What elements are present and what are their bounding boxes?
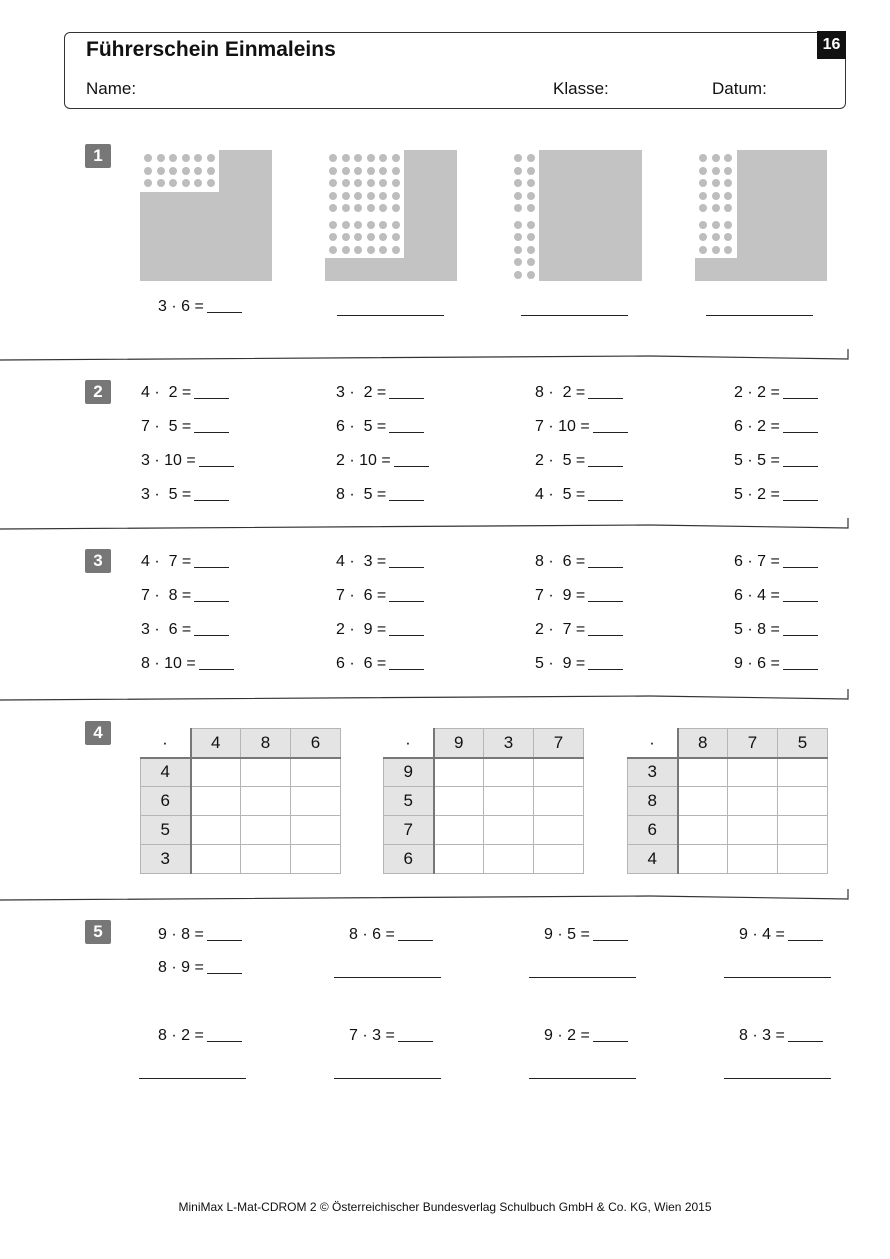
- equation: 3 · 5 =: [141, 486, 229, 504]
- answer-blank[interactable]: [588, 587, 623, 602]
- answer-cell[interactable]: [728, 845, 778, 874]
- equation: 3 · 10 =: [141, 452, 234, 470]
- row-header: 5: [141, 816, 191, 845]
- answer-blank[interactable]: [783, 452, 818, 467]
- answer-blank[interactable]: [389, 384, 424, 399]
- dot: [367, 179, 375, 187]
- dot: [514, 246, 522, 254]
- dot: [182, 167, 190, 175]
- class-label: Klasse:: [553, 79, 609, 98]
- answer-blank[interactable]: [389, 553, 424, 568]
- dot: [379, 179, 387, 187]
- equation: 6 · 2 =: [734, 418, 818, 436]
- answer-cell[interactable]: [191, 845, 241, 874]
- answer-blank[interactable]: [194, 418, 229, 433]
- answer-line[interactable]: [139, 1078, 246, 1079]
- dot: [194, 179, 202, 187]
- equation: 5 · 8 =: [734, 621, 818, 639]
- answer-blank[interactable]: [389, 587, 424, 602]
- answer-cell[interactable]: [534, 758, 584, 787]
- equation: 2 · 2 =: [734, 384, 818, 402]
- answer-line[interactable]: [529, 977, 636, 978]
- row-header: 6: [384, 845, 434, 874]
- column-header: 9: [434, 729, 484, 758]
- dot: [699, 246, 707, 254]
- dot: [354, 221, 362, 229]
- answer-cell[interactable]: [728, 787, 778, 816]
- answer-blank[interactable]: [194, 621, 229, 636]
- answer-cell[interactable]: [484, 758, 534, 787]
- equation: 4 · 5 =: [535, 486, 623, 504]
- dot: [144, 154, 152, 162]
- answer-blank[interactable]: [389, 486, 424, 501]
- section-badge-3: 3: [85, 549, 111, 573]
- answer-cell[interactable]: [728, 758, 778, 787]
- dot: [527, 246, 535, 254]
- section-badge-5: 5: [85, 920, 111, 944]
- answer-blank[interactable]: [389, 621, 424, 636]
- equation: 9 · 8 =: [158, 926, 242, 944]
- answer-blank[interactable]: [389, 655, 424, 670]
- dot-panel: [510, 150, 539, 283]
- answer-cell[interactable]: [678, 787, 728, 816]
- equation: 7 · 3 =: [349, 1027, 433, 1045]
- dot: [379, 192, 387, 200]
- dot: [712, 179, 720, 187]
- answer-line[interactable]: [724, 1078, 831, 1079]
- dot-panel: [325, 150, 404, 258]
- dot: [367, 204, 375, 212]
- answer-cell[interactable]: [678, 758, 728, 787]
- dot: [699, 204, 707, 212]
- answer-cell[interactable]: [434, 758, 484, 787]
- column-header: 8: [678, 729, 728, 758]
- dot: [354, 204, 362, 212]
- equation: 8 · 5 =: [336, 486, 424, 504]
- equation: 5 · 5 =: [734, 452, 818, 470]
- answer-cell[interactable]: [291, 758, 341, 787]
- equation: 7 · 9 =: [535, 587, 623, 605]
- answer-cell[interactable]: [484, 787, 534, 816]
- dot: [329, 246, 337, 254]
- equation: 6 · 5 =: [336, 418, 424, 436]
- dot: [194, 154, 202, 162]
- section-badge-2: 2: [85, 380, 111, 404]
- dot: [342, 221, 350, 229]
- equation: 8 · 2 =: [158, 1027, 242, 1045]
- answer-blank[interactable]: [194, 587, 229, 602]
- equation: 9 · 5 =: [544, 926, 628, 944]
- dot: [329, 204, 337, 212]
- dot: [527, 179, 535, 187]
- date-label: Datum:: [712, 79, 767, 98]
- operator-cell: ·: [628, 729, 678, 758]
- row-header: 9: [384, 758, 434, 787]
- dot: [354, 154, 362, 162]
- dot: [379, 154, 387, 162]
- answer-cell[interactable]: [534, 816, 584, 845]
- dot-panel: [140, 150, 219, 192]
- answer-blank[interactable]: [783, 553, 818, 568]
- dot: [169, 167, 177, 175]
- dot: [169, 179, 177, 187]
- equation: 5 · 2 =: [734, 486, 818, 504]
- answer-cell[interactable]: [191, 787, 241, 816]
- equation: 2 · 7 =: [535, 621, 623, 639]
- equation: 4 · 3 =: [336, 553, 424, 571]
- dot: [329, 233, 337, 241]
- dot: [342, 192, 350, 200]
- footer-copyright: MiniMax L-Mat-CDROM 2 © Österreichischer Bundesverlag Schulbuch GmbH & Co. KG, Wien 2015: [178, 1200, 712, 1214]
- answer-cell[interactable]: [484, 845, 534, 874]
- equation: 2 · 10 =: [336, 452, 429, 470]
- answer-blank[interactable]: [783, 587, 818, 602]
- equation: 5 · 9 =: [535, 655, 623, 673]
- dot: [392, 204, 400, 212]
- dot: [207, 167, 215, 175]
- equation: 8 · 2 =: [535, 384, 623, 402]
- answer-blank[interactable]: [199, 655, 234, 670]
- dot: [712, 167, 720, 175]
- dot: [354, 246, 362, 254]
- dot: [527, 233, 535, 241]
- dot: [392, 179, 400, 187]
- section-badge-4: 4: [85, 721, 111, 745]
- operator-cell: ·: [384, 729, 434, 758]
- dot: [194, 167, 202, 175]
- dot: [712, 192, 720, 200]
- equation: 9 · 6 =: [734, 655, 818, 673]
- dot: [182, 179, 190, 187]
- answer-blank[interactable]: [783, 621, 818, 636]
- equation: 2 · 9 =: [336, 621, 424, 639]
- dot-array: [695, 150, 827, 281]
- equation: 7 · 10 =: [535, 418, 628, 436]
- answer-cell[interactable]: [534, 845, 584, 874]
- dot: [699, 167, 707, 175]
- answer-cell[interactable]: [241, 845, 291, 874]
- dot-panel: [695, 150, 737, 258]
- equation: 6 · 4 =: [734, 587, 818, 605]
- equation: 6 · 6 =: [336, 655, 424, 673]
- dot: [527, 154, 535, 162]
- dot: [392, 246, 400, 254]
- dot: [724, 246, 732, 254]
- dot: [699, 192, 707, 200]
- answer-line[interactable]: [334, 1078, 441, 1079]
- dot: [367, 246, 375, 254]
- dot: [724, 192, 732, 200]
- dot: [392, 221, 400, 229]
- dot: [514, 233, 522, 241]
- answer-blank[interactable]: [588, 655, 623, 670]
- row-header: 3: [141, 845, 191, 874]
- dot: [527, 258, 535, 266]
- dot: [379, 221, 387, 229]
- page-title: Führerschein Einmaleins: [86, 38, 336, 61]
- dot: [514, 204, 522, 212]
- answer-blank[interactable]: [194, 384, 229, 399]
- answer-line[interactable]: [521, 315, 628, 316]
- row-header: 6: [628, 816, 678, 845]
- dot: [342, 204, 350, 212]
- answer-line[interactable]: [529, 1078, 636, 1079]
- equation: 7 · 6 =: [336, 587, 424, 605]
- answer-blank[interactable]: [394, 452, 429, 467]
- section-divider: [0, 688, 852, 702]
- dot: [514, 271, 522, 279]
- answer-cell[interactable]: [291, 816, 341, 845]
- answer-blank[interactable]: [194, 553, 229, 568]
- dot: [699, 154, 707, 162]
- row-header: 5: [384, 787, 434, 816]
- dot-array: [140, 150, 272, 281]
- dot: [724, 221, 732, 229]
- dot: [342, 179, 350, 187]
- dot: [157, 179, 165, 187]
- dot: [527, 221, 535, 229]
- dot: [514, 167, 522, 175]
- equation: 9 · 4 =: [739, 926, 823, 944]
- dot: [157, 154, 165, 162]
- answer-cell[interactable]: [241, 816, 291, 845]
- dot: [392, 192, 400, 200]
- dot: [207, 154, 215, 162]
- equation: 3 · 2 =: [336, 384, 424, 402]
- dot: [342, 154, 350, 162]
- section-divider: [0, 888, 852, 902]
- answer-blank[interactable]: [199, 452, 234, 467]
- dot: [699, 233, 707, 241]
- equation: 9 · 2 =: [544, 1027, 628, 1045]
- dot-array: [325, 150, 457, 281]
- equation: 8 · 6 =: [349, 926, 433, 944]
- dot: [392, 233, 400, 241]
- equation: 4 · 7 =: [141, 553, 229, 571]
- answer-cell[interactable]: [678, 845, 728, 874]
- dot: [514, 192, 522, 200]
- column-header: 7: [728, 729, 778, 758]
- answer-cell[interactable]: [778, 758, 828, 787]
- answer-cell[interactable]: [534, 787, 584, 816]
- dot: [367, 221, 375, 229]
- row-header: 4: [141, 758, 191, 787]
- dot: [699, 179, 707, 187]
- column-header: 5: [778, 729, 828, 758]
- answer-blank[interactable]: [783, 655, 818, 670]
- row-header: 4: [628, 845, 678, 874]
- answer-blank[interactable]: [783, 418, 818, 433]
- dot: [712, 233, 720, 241]
- dot: [379, 246, 387, 254]
- dot: [392, 154, 400, 162]
- answer-blank[interactable]: [588, 384, 623, 399]
- dot: [169, 154, 177, 162]
- dot: [329, 221, 337, 229]
- dot: [712, 221, 720, 229]
- column-header: 6: [291, 729, 341, 758]
- answer-cell[interactable]: [241, 758, 291, 787]
- dot: [712, 246, 720, 254]
- name-label: Name:: [86, 79, 137, 98]
- dot: [392, 167, 400, 175]
- equation: 3 · 6 =: [158, 298, 242, 316]
- equation: 8 · 3 =: [739, 1027, 823, 1045]
- dot: [514, 258, 522, 266]
- answer-line[interactable]: [724, 977, 831, 978]
- section-divider: [0, 517, 852, 531]
- column-header: 8: [241, 729, 291, 758]
- dot: [329, 192, 337, 200]
- page-number-badge: 16: [817, 31, 846, 59]
- answer-cell[interactable]: [191, 758, 241, 787]
- dot: [367, 192, 375, 200]
- dot: [354, 192, 362, 200]
- dot: [367, 167, 375, 175]
- dot: [367, 154, 375, 162]
- section-badge-1: 1: [85, 144, 111, 168]
- answer-cell[interactable]: [241, 787, 291, 816]
- dot: [514, 221, 522, 229]
- dot: [182, 154, 190, 162]
- column-header: 7: [534, 729, 584, 758]
- answer-blank[interactable]: [588, 553, 623, 568]
- dot: [342, 233, 350, 241]
- answer-cell[interactable]: [778, 845, 828, 874]
- dot: [514, 179, 522, 187]
- answer-cell[interactable]: [484, 816, 534, 845]
- dot: [379, 233, 387, 241]
- dot: [527, 271, 535, 279]
- equation: 8 · 10 =: [141, 655, 234, 673]
- dot: [144, 167, 152, 175]
- row-header: 7: [384, 816, 434, 845]
- answer-blank[interactable]: [783, 486, 818, 501]
- dot: [724, 167, 732, 175]
- answer-cell[interactable]: [434, 787, 484, 816]
- equation: 8 · 9 =: [158, 959, 242, 977]
- dot: [724, 179, 732, 187]
- dot: [342, 246, 350, 254]
- answer-cell[interactable]: [434, 816, 484, 845]
- answer-cell[interactable]: [291, 787, 341, 816]
- answer-cell[interactable]: [728, 816, 778, 845]
- dot: [354, 179, 362, 187]
- answer-line[interactable]: [334, 977, 441, 978]
- row-header: 8: [628, 787, 678, 816]
- dot: [712, 204, 720, 212]
- answer-blank[interactable]: [588, 621, 623, 636]
- answer-cell[interactable]: [291, 845, 341, 874]
- dot: [724, 233, 732, 241]
- multiplication-table: [140, 728, 341, 874]
- column-header: 3: [484, 729, 534, 758]
- dot: [329, 154, 337, 162]
- dot: [157, 167, 165, 175]
- answer-cell[interactable]: [191, 816, 241, 845]
- equation: 3 · 6 =: [141, 621, 229, 639]
- answer-blank[interactable]: [593, 418, 628, 433]
- equation: 2 · 5 =: [535, 452, 623, 470]
- section-divider: [0, 348, 852, 362]
- dot: [207, 179, 215, 187]
- dot: [724, 154, 732, 162]
- dot: [527, 192, 535, 200]
- row-header: 6: [141, 787, 191, 816]
- answer-cell[interactable]: [678, 816, 728, 845]
- equation: 8 · 6 =: [535, 553, 623, 571]
- answer-line[interactable]: [706, 315, 813, 316]
- dot: [527, 167, 535, 175]
- dot: [354, 167, 362, 175]
- dot: [329, 179, 337, 187]
- dot: [144, 179, 152, 187]
- equation: 6 · 7 =: [734, 553, 818, 571]
- answer-cell[interactable]: [778, 816, 828, 845]
- dot: [712, 154, 720, 162]
- operator-cell: ·: [141, 729, 191, 758]
- dot: [354, 233, 362, 241]
- row-header: 3: [628, 758, 678, 787]
- equation: 7 · 8 =: [141, 587, 229, 605]
- dot-array: [510, 150, 642, 281]
- column-header: 4: [191, 729, 241, 758]
- answer-blank[interactable]: [588, 486, 623, 501]
- answer-blank[interactable]: [194, 486, 229, 501]
- dot: [527, 204, 535, 212]
- dot: [367, 233, 375, 241]
- answer-cell[interactable]: [434, 845, 484, 874]
- dot: [699, 221, 707, 229]
- answer-line[interactable]: [337, 315, 444, 316]
- dot: [342, 167, 350, 175]
- equation: 7 · 5 =: [141, 418, 229, 436]
- dot: [379, 167, 387, 175]
- answer-blank[interactable]: [783, 384, 818, 399]
- dot: [379, 204, 387, 212]
- dot: [724, 204, 732, 212]
- answer-blank[interactable]: [389, 418, 424, 433]
- multiplication-table: [627, 728, 828, 874]
- dot: [514, 154, 522, 162]
- answer-blank[interactable]: [588, 452, 623, 467]
- answer-cell[interactable]: [778, 787, 828, 816]
- dot: [329, 167, 337, 175]
- multiplication-table: [383, 728, 584, 874]
- equation: 4 · 2 =: [141, 384, 229, 402]
